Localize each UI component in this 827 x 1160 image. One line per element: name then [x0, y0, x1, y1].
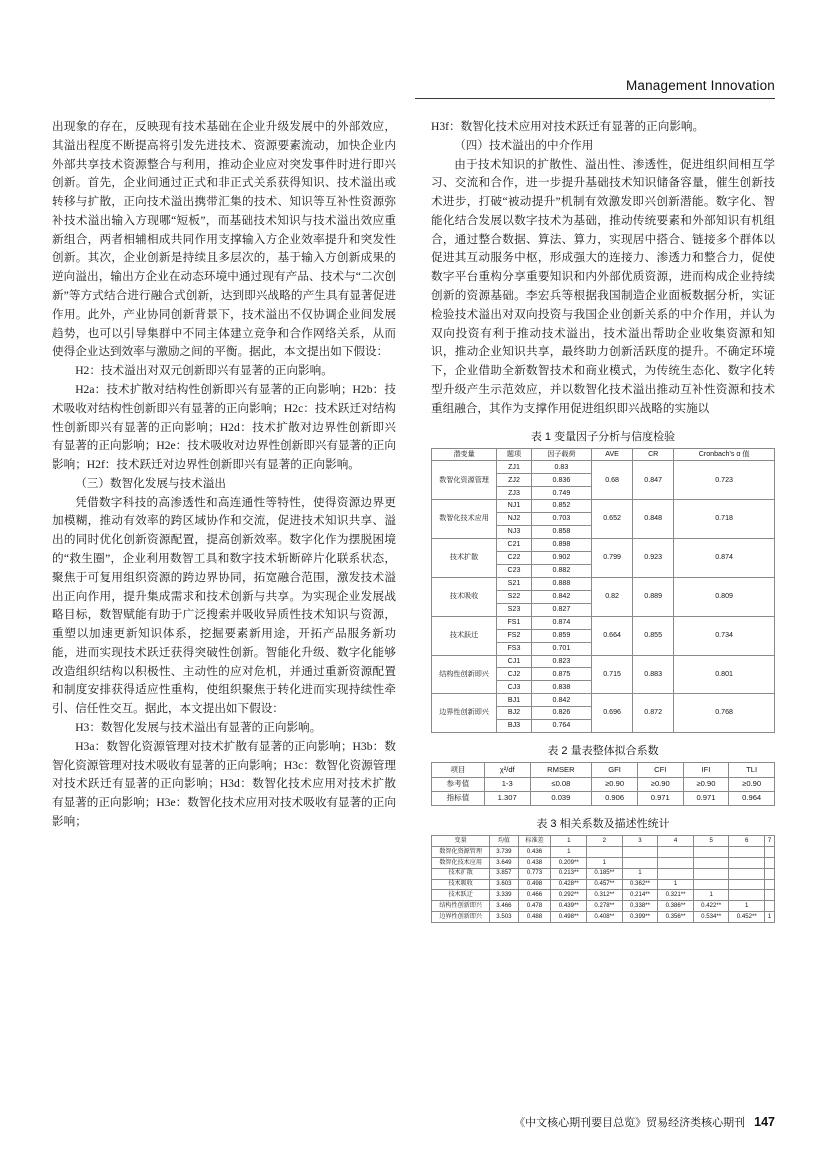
cell: 0.356**: [658, 911, 694, 922]
cell: 0.213**: [551, 868, 587, 879]
th: 4: [658, 836, 694, 847]
variable-label: 技术吸收: [432, 879, 490, 890]
variable-label: 技术扩散: [432, 868, 490, 879]
cell: 0.457**: [587, 879, 623, 890]
cr-value: 0.923: [633, 539, 674, 578]
ave-value: 0.652: [592, 500, 633, 539]
table-model-fit-indices: [431, 762, 775, 806]
item-code: NJ2: [497, 513, 532, 526]
th: 3: [622, 836, 658, 847]
th: 项目: [432, 763, 485, 777]
cell: ≥0.90: [637, 777, 683, 791]
two-column-body: [52, 118, 775, 1098]
factor-loading: 0.875: [531, 668, 591, 681]
item-code: BJ1: [497, 694, 532, 707]
table-row: [432, 791, 775, 805]
variable-label: 数智化资源管理: [432, 461, 497, 500]
cell: 1: [587, 857, 623, 868]
table-row: [432, 911, 775, 922]
header-divider: [415, 98, 775, 99]
cell: 0.214**: [622, 890, 658, 901]
cell: [729, 868, 765, 879]
cell: 1: [693, 890, 729, 901]
item-code: CJ2: [497, 668, 532, 681]
cell: 3.649: [490, 857, 518, 868]
factor-loading: 0.898: [531, 539, 591, 552]
item-code: C21: [497, 539, 532, 552]
cell: 0.498**: [551, 911, 587, 922]
cell: ≥0.90: [592, 777, 638, 791]
cr-value: 0.872: [633, 694, 674, 733]
cell: 0.338**: [622, 901, 658, 912]
cell: 0.436: [518, 847, 551, 858]
cell: 0.422**: [693, 901, 729, 912]
cell: 3.503: [490, 911, 518, 922]
variable-label: 技术扩散: [432, 539, 497, 578]
footer-journal-line: 《中文核心期刊要目总览》贸易经济类核心期刊: [514, 1117, 746, 1129]
cell: [729, 879, 765, 890]
variable-label: 技术跃迁: [432, 890, 490, 901]
cell: 1: [765, 911, 775, 922]
cr-value: 0.855: [633, 616, 674, 655]
cell: [693, 847, 729, 858]
table-header-row: [432, 763, 775, 777]
variable-label: 技术吸收: [432, 577, 497, 616]
cell: 0.312**: [587, 890, 623, 901]
table-row: [432, 616, 775, 629]
ave-value: 0.715: [592, 655, 633, 694]
th: AVE: [592, 448, 633, 461]
th: 因子载荷: [531, 448, 591, 461]
alpha-value: 0.718: [674, 500, 775, 539]
item-code: ZJ3: [497, 487, 532, 500]
factor-loading: 0.902: [531, 552, 591, 565]
item-code: S21: [497, 577, 532, 590]
cell: 1: [551, 847, 587, 858]
factor-loading: 0.749: [531, 487, 591, 500]
section-heading-four: （四）技术溢出的中介作用: [454, 138, 594, 152]
cell: 0.534**: [693, 911, 729, 922]
factor-loading: 0.827: [531, 603, 591, 616]
item-code: C22: [497, 552, 532, 565]
cell: [765, 890, 775, 901]
table-row: [432, 461, 775, 474]
factor-loading: 0.764: [531, 720, 591, 733]
cell: [658, 857, 694, 868]
table2-caption: 表 2 量表整体拟合系数: [547, 745, 659, 758]
cr-value: 0.883: [633, 655, 674, 694]
cell: 0.452**: [729, 911, 765, 922]
cell: 1: [729, 901, 765, 912]
table-row: [432, 655, 775, 668]
cell: 0.362**: [622, 879, 658, 890]
item-code: S22: [497, 590, 532, 603]
factor-loading: 0.852: [531, 500, 591, 513]
cell: 3.739: [490, 847, 518, 858]
cell: 3.857: [490, 868, 518, 879]
cell: 0.209**: [551, 857, 587, 868]
cell: [729, 847, 765, 858]
table-header-row: [432, 448, 775, 461]
cell: [693, 868, 729, 879]
paragraph: 由于技术知识的扩散性、溢出性、渗透性，促进组织间相互学习、交流和合作，进一步提升基础技术知识储备容量，催生创新技术进步，打破“被动提升”机制有效激发即兴创新潜能。数字化、智能化结合发展以数字技术为基础，推动传统要素和外部知识有机组合，通过整合数据、算法、算力，实现居中搭合、链接多个群体以促进其互动服务中枢，形成强大的连接力、渗透力和整合力，促使数字平台重构分享重要知识和内外部优质资源，进而构成企业持续创新的资源基础。李宏兵等根据我国制造企业面板数据分析，实证检验技术溢出对双向投资与我国企业创新关系的中介作用，并认为双向投资有利于推动技术溢出，技术溢出帮助企业收集资源和知识，推动企业知识共享，最终助力创新活跃度的提升。不确定环境下，企业借助全新数智技术和商业模式，为传统生态化、数字化转型升级产生示范效应，并以数智化技术溢出推动互补性资源和技术重组融合，其作为支撑作用促进组织即兴战略的实施以: [431, 157, 775, 415]
table-row: [432, 879, 775, 890]
item-code: FS1: [497, 616, 532, 629]
factor-loading: 0.858: [531, 526, 591, 539]
table-header-row: [432, 836, 775, 847]
table-row: [432, 901, 775, 912]
cell: 0.466: [518, 890, 551, 901]
hypothesis-h2: H2：技术溢出对双元创新即兴有显著的正向影响。: [75, 364, 333, 378]
th: IFI: [683, 763, 729, 777]
th: 2: [587, 836, 623, 847]
cell: [587, 847, 623, 858]
table-variable-factor-reliability: [431, 448, 775, 734]
cell: 0.399**: [622, 911, 658, 922]
cell: [658, 847, 694, 858]
item-code: ZJ1: [497, 461, 532, 474]
cell: 0.964: [729, 791, 775, 805]
cell: [765, 857, 775, 868]
cell: 3.339: [490, 890, 518, 901]
item-code: C23: [497, 564, 532, 577]
cell: [765, 901, 775, 912]
cell: 0.478: [518, 901, 551, 912]
variable-label: 数智化资源管理: [432, 847, 490, 858]
cell: 0.438: [518, 857, 551, 868]
cell: 3.603: [490, 879, 518, 890]
factor-loading: 0.838: [531, 681, 591, 694]
cell: ≥0.90: [729, 777, 775, 791]
right-column: [431, 118, 775, 923]
item-code: CJ1: [497, 655, 532, 668]
factor-loading: 0.888: [531, 577, 591, 590]
variable-label: 边界性创新即兴: [432, 694, 497, 733]
factor-loading: 0.874: [531, 616, 591, 629]
th: χ²/df: [484, 763, 530, 777]
item-code: BJ2: [497, 707, 532, 720]
cell: [765, 868, 775, 879]
cell: [765, 847, 775, 858]
cell: 3.466: [490, 901, 518, 912]
cell: 1.307: [484, 791, 530, 805]
paragraph: 出现象的存在，反映现有技术基础在企业升级发展中的外部效应，其溢出程度不断提高将引发先进技术、资源要素流动，加快企业内外部共享技术资源整合与利用，推动企业应对突发事件时进行即兴创新。首先，企业间通过正式和非正式关系获得知识、技术溢出或转移与扩散，正向技术溢出携带汇集的技术、知识等互补性资源弥补技术溢出输入方现哪“短板”，而基础技术知识与技术溢出效应重新组合，两者相辅相成共同作用支撑输入方企业效率提升和突发性创新。其次，企业创新是持续且多层次的，基于输入方创新成果的逆向溢出，输出方企业在动态环境中通过现有产品、技术与“二次创新”等方式结合进行融合式创新，达到即兴战略的产生具有显著促进作用。此外，产业协同创新背景下，技术溢出不仅协调企业间发展趋势，也可以引导集群中不同主体建立竞争和合作网络关系，从而使得企业达到效率与激励之间的平衡。据此，本文提出如下假设：: [52, 120, 396, 359]
th: 均值: [490, 836, 518, 847]
hypothesis-h3f: H3f：数智化技术应用对技术跃迁有显著的正向影响。: [431, 120, 705, 133]
table-row: [432, 868, 775, 879]
variable-label: 结构性创新即兴: [432, 901, 490, 912]
cell: 参考值: [432, 777, 485, 791]
cell: [622, 857, 658, 868]
table1-caption: 表 1 变量因子分析与信度检验: [530, 430, 676, 443]
item-code: BJ3: [497, 720, 532, 733]
cell: 0.428**: [551, 879, 587, 890]
hypothesis-h2-sub: H2a：技术扩散对结构性创新即兴有显著的正向影响；H2b：技术吸收对结构性创新即兴有显著的正向影响；H2c：技术跃迁对结构性创新即兴有显著的正向影响；H2d：技术扩散对边界性创新即兴有显著的正向影响；H2e：技术吸收对边界性创新即兴有显著的正向影响；H2f：技术跃迁对边界性创新即兴有显著的正向影响。: [52, 382, 396, 472]
th: GFI: [592, 763, 638, 777]
item-code: FS3: [497, 642, 532, 655]
left-column: [52, 118, 396, 832]
page-number: 147: [754, 1115, 775, 1129]
page-footer: [514, 1114, 775, 1130]
ave-value: 0.68: [592, 461, 633, 500]
cell: 0.498: [518, 879, 551, 890]
cell: 0.408**: [587, 911, 623, 922]
alpha-value: 0.874: [674, 539, 775, 578]
factor-loading: 0.703: [531, 513, 591, 526]
cell: [693, 857, 729, 868]
variable-label: 边界性创新即兴: [432, 911, 490, 922]
cell: 0.039: [530, 791, 592, 805]
ave-value: 0.82: [592, 577, 633, 616]
cell: [729, 857, 765, 868]
ave-value: 0.799: [592, 539, 633, 578]
cell: [765, 879, 775, 890]
th: Cronbach's α 值: [674, 448, 775, 461]
th: 变量: [432, 836, 490, 847]
variable-label: 数智化技术应用: [432, 857, 490, 868]
item-code: NJ3: [497, 526, 532, 539]
cell: [729, 890, 765, 901]
th: RMSER: [530, 763, 592, 777]
item-code: S23: [497, 603, 532, 616]
cell: 0.971: [683, 791, 729, 805]
section-heading-three: （三）数智化发展与技术溢出: [75, 476, 226, 490]
th: 标准差: [518, 836, 551, 847]
th: 5: [693, 836, 729, 847]
factor-loading: 0.701: [531, 642, 591, 655]
cell: [622, 847, 658, 858]
cell: 0.321**: [658, 890, 694, 901]
th: 题项: [497, 448, 532, 461]
cell: 0.386**: [658, 901, 694, 912]
table3-caption: 表 3 相关系数及描述性统计: [536, 818, 670, 831]
paragraph: 凭借数字科技的高渗透性和高连通性等特性，使得资源边界更加模糊，推动有效率的跨区域协作和交流，促进技术知识共享、溢出的同时优化创新资源配置，提高创新效率。数字化作为摆脱困境的“救生圈”，企业利用数智工具和数字技术斩断碎片化联系状态，聚焦于可复用组织资源的跨边界协同，拓宽融合范围，激发技术溢出正向作用，提升集成需求和技术创新与共享。为实现企业发展战略目标，数智赋能有助于广泛搜索并吸收异质性技术知识与资源，重塑以加速更新知识体系，挖掘要素新用途，开拓产品服务新功能，进而实现技术跃迁获得突破性创新。智能化升级、数字化能够改造组织结构以积极性、主动性的应对危机，并通过重新资源配置和制度安排获得适应性重构，使组织聚焦于转化进而实现持续性牵引、信任性交互。据此，本文提出如下假设：: [52, 495, 396, 716]
table-correlation-descriptives: [431, 835, 775, 923]
hypothesis-h3-sub: H3a：数智化资源管理对技术扩散有显著的正向影响；H3b：数智化资源管理对技术吸收有显著的正向影响；H3c：数智化资源管理对技术跃迁有显著的正向影响；H3d：数智化技术应用对技术扩散有显著的正向影响；H3e：数智化技术应用对技术吸收有显著的正向影响；: [52, 739, 396, 828]
table-row: [432, 857, 775, 868]
factor-loading: 0.823: [531, 655, 591, 668]
th: 6: [729, 836, 765, 847]
item-code: FS2: [497, 629, 532, 642]
hypothesis-h3: H3：数智化发展与技术溢出有显著的正向影响。: [75, 721, 322, 734]
item-code: NJ1: [497, 500, 532, 513]
variable-label: 结构性创新即兴: [432, 655, 497, 694]
cell: 0.773: [518, 868, 551, 879]
table-row: [432, 847, 775, 858]
table-row: [432, 777, 775, 791]
factor-loading: 0.826: [531, 707, 591, 720]
table-row: [432, 577, 775, 590]
cr-value: 0.848: [633, 500, 674, 539]
factor-loading: 0.836: [531, 474, 591, 487]
cell: [658, 868, 694, 879]
running-header: Management Innovation: [625, 78, 775, 93]
cell: 1: [622, 868, 658, 879]
cr-value: 0.847: [633, 461, 674, 500]
cell: 0.971: [637, 791, 683, 805]
cell: 指标值: [432, 791, 485, 805]
th: 潜变量: [432, 448, 497, 461]
cell: 0.292**: [551, 890, 587, 901]
cell: 1: [658, 879, 694, 890]
item-code: ZJ2: [497, 474, 532, 487]
ave-value: 0.664: [592, 616, 633, 655]
table-row: [432, 539, 775, 552]
th: CFI: [637, 763, 683, 777]
cell: 0.439**: [551, 901, 587, 912]
alpha-value: 0.734: [674, 616, 775, 655]
cell: ≥0.90: [683, 777, 729, 791]
cell: 0.906: [592, 791, 638, 805]
alpha-value: 0.768: [674, 694, 775, 733]
factor-loading: 0.842: [531, 694, 591, 707]
alpha-value: 0.723: [674, 461, 775, 500]
ave-value: 0.696: [592, 694, 633, 733]
cell: 0.278**: [587, 901, 623, 912]
cell: [693, 879, 729, 890]
table-row: [432, 694, 775, 707]
variable-label: 数智化技术应用: [432, 500, 497, 539]
factor-loading: 0.842: [531, 590, 591, 603]
factor-loading: 0.859: [531, 629, 591, 642]
item-code: CJ3: [497, 681, 532, 694]
factor-loading: 0.882: [531, 564, 591, 577]
alpha-value: 0.801: [674, 655, 775, 694]
cell: 0.488: [518, 911, 551, 922]
th: CR: [633, 448, 674, 461]
cell: ≤0.08: [530, 777, 592, 791]
table-row: [432, 890, 775, 901]
cell: 0.185**: [587, 868, 623, 879]
cell: 1-3: [484, 777, 530, 791]
th: 1: [551, 836, 587, 847]
th: 7: [765, 836, 775, 847]
factor-loading: 0.83: [531, 461, 591, 474]
table-row: [432, 500, 775, 513]
th: TLI: [729, 763, 775, 777]
alpha-value: 0.809: [674, 577, 775, 616]
variable-label: 技术跃迁: [432, 616, 497, 655]
cr-value: 0.889: [633, 577, 674, 616]
